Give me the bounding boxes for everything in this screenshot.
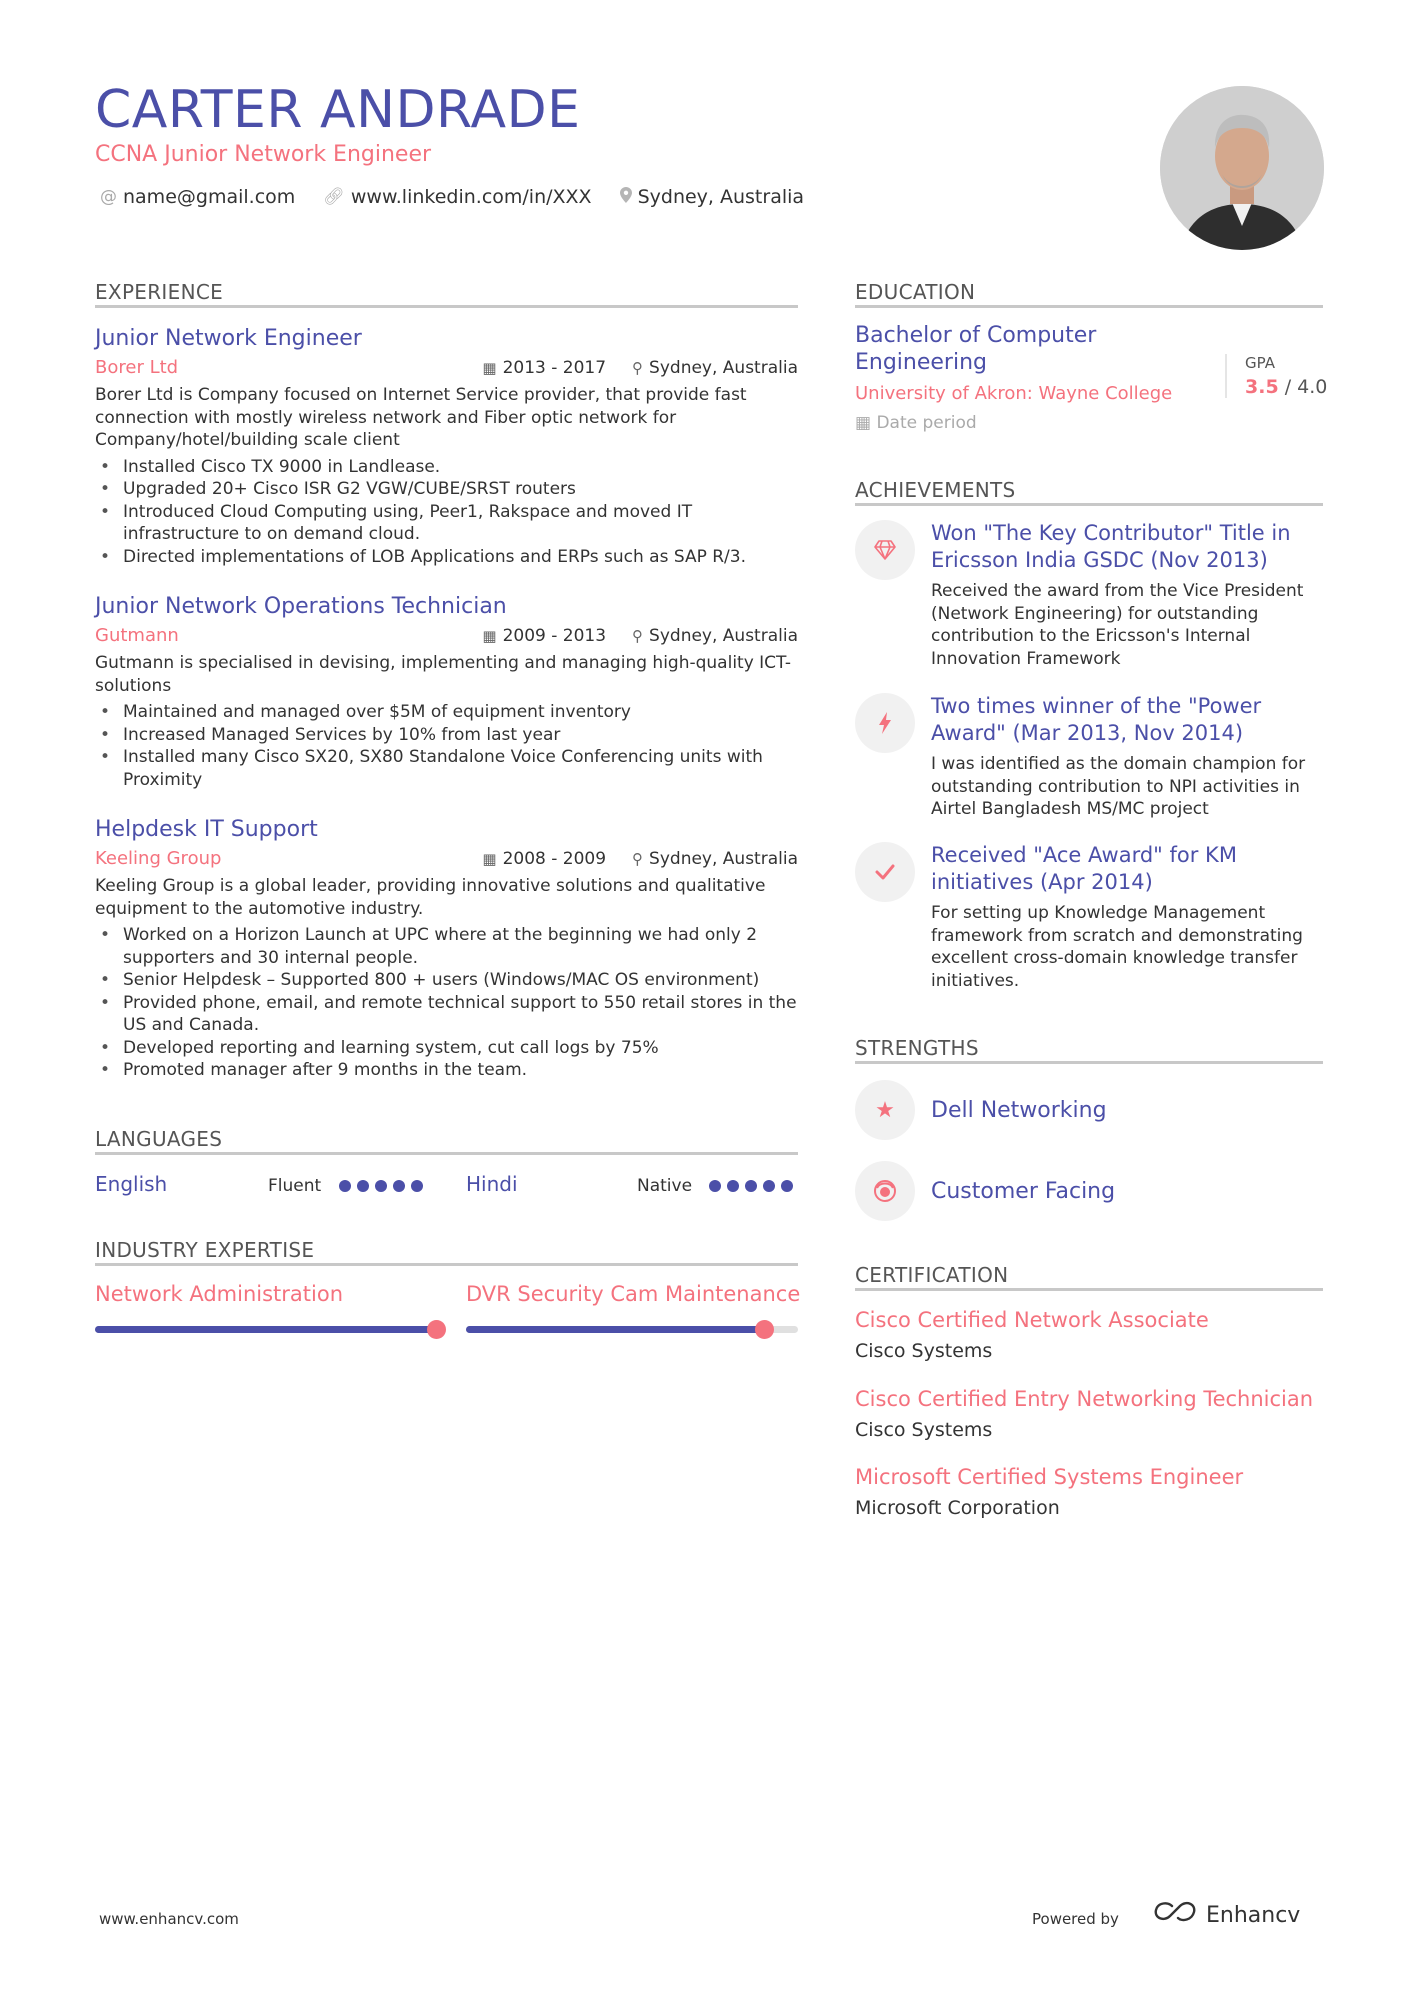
job-location-wrap [632, 849, 798, 869]
level-dot [357, 1180, 369, 1192]
expertise-bar-fill [466, 1326, 765, 1333]
achievement-title: Received "Ace Award" for KM initiatives (Apr 2014) [931, 843, 1237, 894]
person-icon [855, 1161, 915, 1221]
job-company: Borer Ltd [95, 357, 179, 378]
job-dates: 2013 - 2017 [502, 357, 607, 378]
job-bullet: • Provided phone, email, and remote technical support to 550 retail stores in the US and Canada. [95, 992, 798, 1037]
level-dot [763, 1180, 775, 1192]
job-meta-right [482, 358, 798, 378]
calendar-icon: ▦ [855, 413, 877, 433]
edu-school: University of Akron: Wayne College [855, 383, 1173, 404]
job-bullets [95, 701, 798, 791]
language-level: Fluent [268, 1176, 322, 1196]
location-pin-icon [620, 187, 632, 208]
calendar-icon: ▦ [482, 626, 497, 645]
job-description: Gutmann is specialised in devising, implementing and managing high-quality ICT-solutions [95, 653, 792, 696]
link-icon: 🔗︎ [323, 187, 345, 207]
diamond-icon [855, 520, 915, 580]
job-meta-right [482, 849, 798, 869]
job-location-wrap [632, 358, 798, 378]
linkedin-contact[interactable] [323, 186, 591, 208]
expertise-bar-knob [427, 1320, 446, 1339]
job-description: Keeling Group is a global leader, providing innovative solutions and qualitative equipment to the automotive industry. [95, 876, 766, 919]
strength-label: Customer Facing [931, 1178, 1116, 1204]
edu-date-row [855, 413, 977, 433]
certification-item [855, 1308, 1209, 1362]
job-entry [95, 594, 798, 791]
cert-name: Cisco Certified Entry Networking Technician [855, 1387, 1314, 1411]
job-bullets [95, 456, 798, 569]
expertise-rule [95, 1263, 798, 1266]
achievement-title: Two times winner of the "Power Award" (Mar 2013, Nov 2014) [931, 694, 1262, 745]
job-title: Junior Network Operations Technician [95, 594, 507, 619]
location-pin-icon: ⚲ [632, 626, 644, 645]
strength-item [855, 1080, 1107, 1140]
job-location-wrap [632, 626, 798, 646]
candidate-title: CCNA Junior Network Engineer [95, 142, 432, 167]
calendar-icon: ▦ [482, 849, 497, 868]
job-dates-wrap [482, 849, 606, 869]
experience-heading: EXPERIENCE [95, 280, 224, 304]
job-dates: 2009 - 2013 [502, 625, 607, 646]
language-dots [709, 1180, 793, 1192]
email-contact[interactable] [100, 186, 295, 208]
level-dot [411, 1180, 423, 1192]
job-entry [95, 817, 798, 1082]
job-bullet: • Increased Managed Services by 10% from last year [95, 724, 798, 747]
footer-url[interactable]: www.enhancv.com [99, 1910, 239, 1928]
job-description: Borer Ltd is Company focused on Internet Service provider, that provide fast connection with mostly wireless network and Fiber optic network for Company/hotel/building scale client [95, 385, 747, 450]
level-dot [393, 1180, 405, 1192]
footer-brand-name: Enhancv [1206, 1902, 1301, 1928]
certification-item [855, 1465, 1243, 1519]
job-bullet: • Introduced Cloud Computing using, Peer1, Rakspace and moved IT infrastructure to on demand cloud. [95, 501, 798, 546]
lightning-icon [855, 693, 915, 753]
education-heading: EDUCATION [855, 280, 976, 304]
job-bullet: • Promoted manager after 9 months in the team. [95, 1059, 798, 1082]
enhancv-logo-icon [1152, 1900, 1198, 1930]
job-bullet: • Directed implementations of LOB Applications and ERPs such as SAP R/3. [95, 546, 798, 569]
cert-org: Cisco Systems [855, 1340, 993, 1362]
job-location: Sydney, Australia [649, 357, 798, 378]
expertise-bar [466, 1326, 798, 1333]
certification-item [855, 1387, 1313, 1441]
job-location: Sydney, Australia [649, 848, 798, 869]
job-bullet: • Developed reporting and learning system, cut call logs by 75% [95, 1037, 798, 1060]
achievements-rule [855, 503, 1323, 506]
contact-row [100, 186, 804, 208]
job-meta-right [482, 626, 798, 646]
job-bullets [95, 924, 798, 1082]
language-dots [339, 1180, 423, 1192]
star-icon: ★ [855, 1080, 915, 1140]
job-title: Junior Network Engineer [95, 326, 362, 351]
expertise-bar-knob [755, 1320, 774, 1339]
language-name: English [95, 1172, 168, 1196]
expertise-bar [95, 1326, 437, 1333]
achievement-item [855, 842, 1325, 992]
job-bullet: • Senior Helpdesk – Supported 800 + users (Windows/MAC OS environment) [95, 969, 798, 992]
experience-rule [95, 305, 798, 308]
level-dot [375, 1180, 387, 1192]
gpa-max: / 4.0 [1278, 376, 1328, 398]
education-rule [855, 305, 1323, 308]
job-company: Gutmann [95, 625, 179, 646]
languages-heading: LANGUAGES [95, 1127, 223, 1151]
cert-name: Microsoft Certified Systems Engineer [855, 1465, 1244, 1489]
strengths-heading: STRENGTHS [855, 1036, 979, 1060]
level-dot [339, 1180, 351, 1192]
job-bullet: • Worked on a Horizon Launch at UPC where at the beginning we had only 2 supporters and 30 internal people. [95, 924, 798, 969]
expertise-label: DVR Security Cam Maintenance [466, 1282, 801, 1306]
job-bullet: • Maintained and managed over $5M of equipment inventory [95, 701, 798, 724]
expertise-heading: INDUSTRY EXPERTISE [95, 1238, 315, 1262]
job-bullet: • Installed Cisco TX 9000 in Landlease. [95, 456, 798, 479]
strengths-rule [855, 1061, 1323, 1064]
cert-org: Cisco Systems [855, 1419, 993, 1441]
job-meta [95, 625, 798, 646]
job-dates-wrap [482, 358, 606, 378]
edu-date: Date period [876, 413, 977, 433]
location-pin-icon: ⚲ [632, 358, 644, 377]
calendar-icon: ▦ [482, 358, 497, 377]
job-location: Sydney, Australia [649, 625, 798, 646]
check-icon [855, 842, 915, 902]
at-icon: @ [100, 187, 117, 207]
job-dates-wrap [482, 626, 606, 646]
gpa-box [1225, 354, 1327, 398]
certification-rule [855, 1288, 1323, 1291]
achievement-item [855, 693, 1325, 821]
languages-rule [95, 1152, 798, 1155]
cert-org: Microsoft Corporation [855, 1497, 1060, 1519]
job-title: Helpdesk IT Support [95, 817, 318, 842]
achievement-desc: I was identified as the domain champion for outstanding contribution to NPI activities in Airtel Bangladesh MS/MC project [931, 754, 1306, 819]
level-dot [745, 1180, 757, 1192]
achievement-desc: For setting up Knowledge Management framework from scratch and demonstrating excellent cross-domain knowledge transfer initiatives. [931, 903, 1303, 991]
achievements-heading: ACHIEVEMENTS [855, 478, 1016, 502]
footer-brand[interactable] [1152, 1900, 1300, 1930]
job-meta [95, 357, 798, 378]
strength-item [855, 1161, 1115, 1221]
footer-powered-by: Powered by [1032, 1910, 1119, 1928]
strength-label: Dell Networking [931, 1097, 1107, 1123]
achievement-desc: Received the award from the Vice President (Network Engineering) for outstanding contribution to the Ericsson's Internal Innovation Framework [931, 581, 1304, 669]
language-name: Hindi [466, 1172, 518, 1196]
achievement-item [855, 520, 1325, 670]
email-text: name@gmail.com [123, 186, 296, 208]
candidate-name: CARTER ANDRADE [95, 80, 581, 140]
job-dates: 2008 - 2009 [502, 848, 607, 869]
job-bullet: • Installed many Cisco SX20, SX80 Standalone Voice Conferencing units with Proximity [95, 746, 798, 791]
gpa-label: GPA [1245, 354, 1275, 372]
edu-degree: Bachelor of Computer Engineering [855, 323, 1097, 375]
job-meta [95, 848, 798, 869]
location-text: Sydney, Australia [637, 186, 805, 208]
achievement-title: Won "The Key Contributor" Title in Ericsson India GSDC (Nov 2013) [931, 521, 1291, 572]
level-dot [709, 1180, 721, 1192]
language-level: Native [637, 1176, 693, 1196]
location-pin-icon: ⚲ [632, 849, 644, 868]
profile-photo [1160, 86, 1324, 250]
certification-heading: CERTIFICATION [855, 1263, 1009, 1287]
level-dot [781, 1180, 793, 1192]
expertise-bar-fill [95, 1326, 437, 1333]
level-dot [727, 1180, 739, 1192]
gpa-value: 3.5 [1245, 376, 1279, 398]
cert-name: Cisco Certified Network Associate [855, 1308, 1209, 1332]
expertise-label: Network Administration [95, 1282, 344, 1306]
job-entry [95, 326, 798, 568]
job-bullet: • Upgraded 20+ Cisco ISR G2 VGW/CUBE/SRST routers [95, 478, 798, 501]
job-company: Keeling Group [95, 848, 222, 869]
linkedin-text: www.linkedin.com/in/XXX [350, 186, 592, 208]
location-contact [620, 186, 804, 208]
gpa-value-row [1245, 376, 1327, 398]
